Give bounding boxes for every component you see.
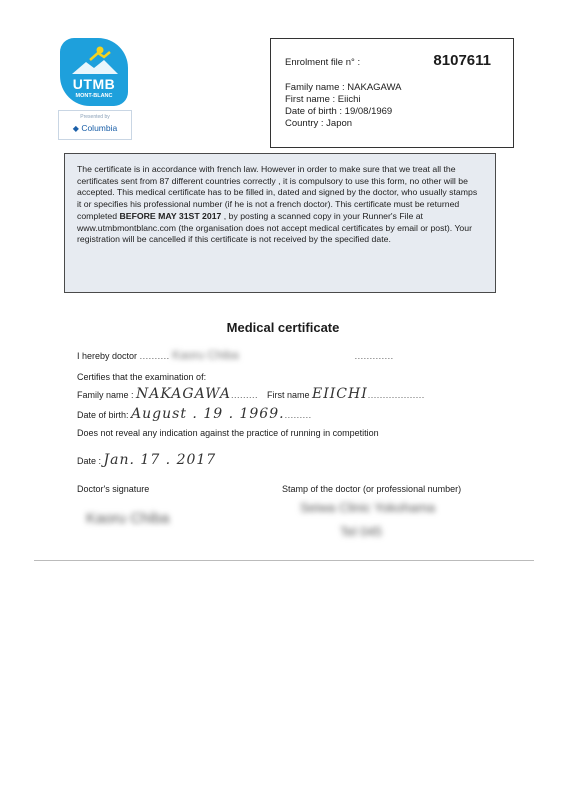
runner-mountain-icon <box>60 38 128 78</box>
utmb-logo <box>52 36 136 140</box>
date-line: Date : Jan. 17 . 2017 <box>77 452 217 468</box>
family-name-value: NAKAGAWA <box>136 386 231 402</box>
doctor-stamp-redacted-1: Seiwa Clinic Yokohama <box>300 500 436 515</box>
utmb-logo-text: UTMB <box>72 76 116 92</box>
instructions-notice <box>64 153 496 293</box>
utmb-badge <box>60 38 128 106</box>
first-name-dots: ................... <box>367 390 425 400</box>
first-name-label: First name <box>266 390 310 400</box>
doctor-stamp-redacted-2: Tel 045 <box>340 524 382 539</box>
no-indication-line: Does not reveal any indication against the practice of running in competition <box>77 428 379 438</box>
utmb-logo-subtext: MONT-BLANC <box>75 93 113 99</box>
columbia-partner-logo <box>58 110 132 140</box>
doctor-label: I hereby doctor <box>77 351 138 361</box>
doctor-line <box>77 348 394 362</box>
doctor-name-redacted: Kaoru Chiba <box>172 348 239 362</box>
date-value: Jan. 17 . 2017 <box>103 452 217 468</box>
enrolment-number: 8107611 <box>433 52 491 69</box>
bottom-divider <box>34 560 534 561</box>
certificate-title: Medical certificate <box>226 320 340 335</box>
signature-label: Doctor's signature <box>77 484 150 494</box>
runner-family-name: Family name : NAKAGAWA <box>285 82 402 93</box>
family-name-label: Family name <box>77 390 129 400</box>
date-label: Date <box>77 456 97 466</box>
name-line: Family name : NAKAGAWA......... First name EIICHI................... <box>77 386 425 402</box>
notice-text-part1: The certificate is in accordance with french law. However in order to make sure that we treat all the certificates sent from 87 different countries correctly , it is compulsory to use this form, no other will be accepted. This medical certificate has to be filled in, dated and signed by the doctor, who usually stamps it or specifies his professional number (if he is not a french doctor). This certificate must be returned completed <box>77 164 478 221</box>
dob-value: August . 19 . 1969. <box>131 406 285 422</box>
columbia-diamond-icon: ◆ <box>72 124 79 133</box>
dob-line <box>77 406 312 422</box>
stamp-label: Stamp of the doctor (or professional number) <box>282 484 462 494</box>
dob-dots: ......... <box>284 410 312 420</box>
notice-text-part2: , by posting a scanned copy in your Runner's File at www.utmbmontblanc.com (the organisation does not accept medical certificates by email or post). Your registration will be cancelled if this certificate is not received by the specified date. <box>77 210 472 245</box>
dob-label: Date of birth: <box>77 410 129 420</box>
partner-name-text: Columbia <box>81 123 118 133</box>
runner-date-of-birth: Date of birth : 19/08/1969 <box>285 106 393 117</box>
doctor-dots: .......... <box>139 351 170 361</box>
enrolment-box <box>270 38 514 148</box>
partner-name <box>59 123 131 133</box>
runner-country: Country : Japon <box>285 118 353 129</box>
doctor-dots-trailing: ............. <box>354 351 394 361</box>
runner-first-name: First name : Eiichi <box>285 94 361 105</box>
partner-caption: Presented by <box>80 114 110 120</box>
notice-deadline: BEFORE MAY 31ST 2017 <box>119 210 222 221</box>
runner-details <box>285 82 402 130</box>
doctor-signature-redacted: Kaoru Chiba <box>86 510 170 527</box>
enrolment-label: Enrolment file n° : <box>285 57 361 68</box>
family-name-dots: ......... <box>230 390 258 400</box>
certifies-line: Certifies that the examination of: <box>77 372 207 382</box>
first-name-value: EIICHI <box>312 386 368 402</box>
